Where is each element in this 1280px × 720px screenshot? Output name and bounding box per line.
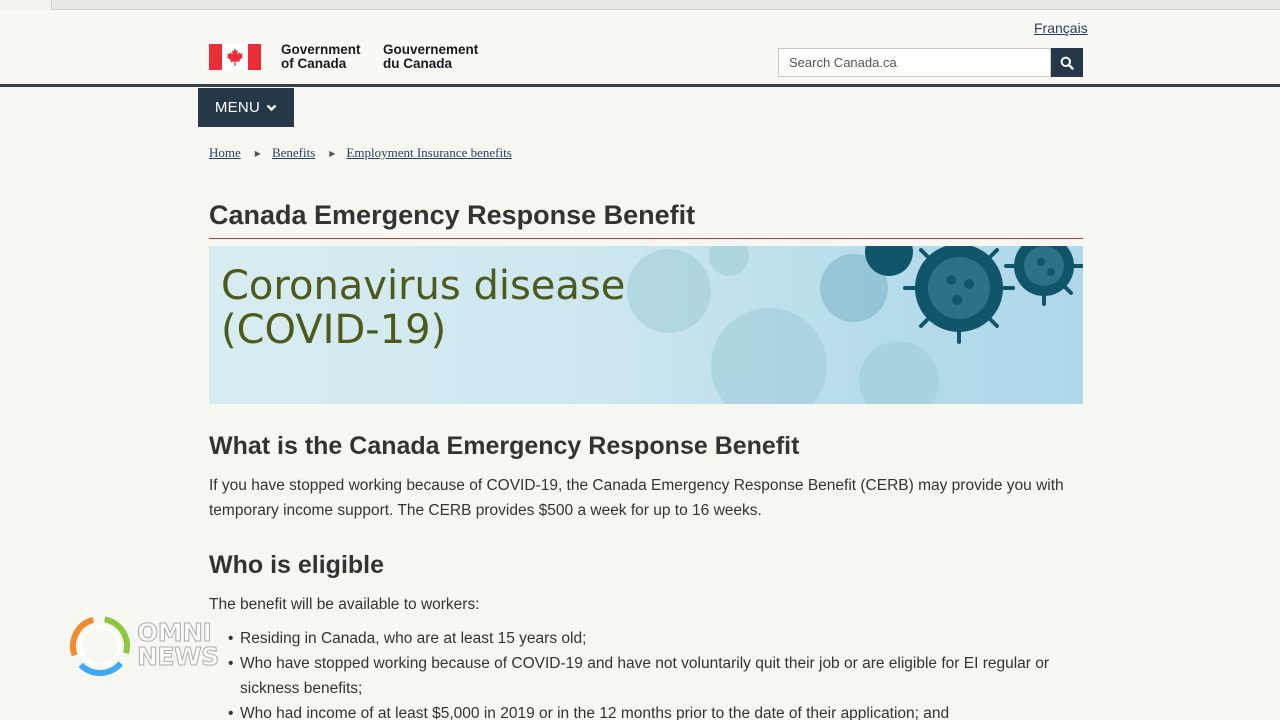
banner-heading: Coronavirus disease (COVID-19) — [221, 263, 626, 353]
language-toggle-link[interactable]: Français — [1034, 20, 1088, 36]
list-item: • Who had income of at least $5,000 in 2019 or in the 12 months prior to the date of their application; and — [228, 701, 1088, 720]
breadcrumb-employment-insurance[interactable]: Employment Insurance benefits — [346, 145, 512, 160]
section-heading-eligible: Who is eligible — [209, 551, 385, 579]
gouvernement-du-canada-label: Gouvernement du Canada — [383, 42, 479, 71]
breadcrumb-separator-icon: ▶ — [254, 148, 261, 158]
site-header — [0, 10, 1280, 87]
eligibility-intro: The benefit will be available to workers: — [209, 596, 480, 613]
page-title: Canada Emergency Response Benefit — [209, 200, 1083, 239]
browser-tab[interactable] — [0, 0, 52, 10]
section-paragraph-what-is: If you have stopped working because of COVID-19, the Canada Emergency Response Benefit (CERB) may provide you with temporary income support. The CERB provides $500 a week for up to 16 weeks. — [209, 477, 1064, 519]
browser-top-strip — [0, 0, 1280, 10]
breadcrumb-home[interactable]: Home — [209, 145, 241, 160]
menu-button[interactable] — [198, 88, 294, 127]
government-signature[interactable] — [209, 42, 487, 72]
list-item: • Residing in Canada, who are at least 15 years old; — [228, 626, 1088, 651]
breadcrumb-benefits[interactable]: Benefits — [271, 145, 316, 160]
canada-flag-icon — [209, 44, 261, 70]
omni-news-watermark: OMNI NEWS — [137, 618, 219, 671]
eligibility-list — [228, 626, 1088, 720]
covid-banner — [209, 246, 1083, 404]
chevron-down-icon — [266, 104, 277, 112]
breadcrumb-separator-icon: ▶ — [329, 148, 336, 158]
site-search — [778, 48, 1083, 77]
search-icon — [1060, 56, 1074, 70]
search-input[interactable] — [778, 48, 1051, 77]
section-heading-what-is: What is the Canada Emergency Response Benefit — [209, 432, 800, 460]
search-button[interactable] — [1051, 48, 1083, 77]
menu-label: MENU — [214, 99, 261, 116]
list-item: • Who have stopped working because of COVID-19 and have not voluntarily quit their job or are eligible for EI regular or sickness benefits; — [228, 651, 1088, 701]
government-of-canada-label: Government of Canada — [281, 42, 361, 71]
breadcrumb — [209, 145, 512, 161]
